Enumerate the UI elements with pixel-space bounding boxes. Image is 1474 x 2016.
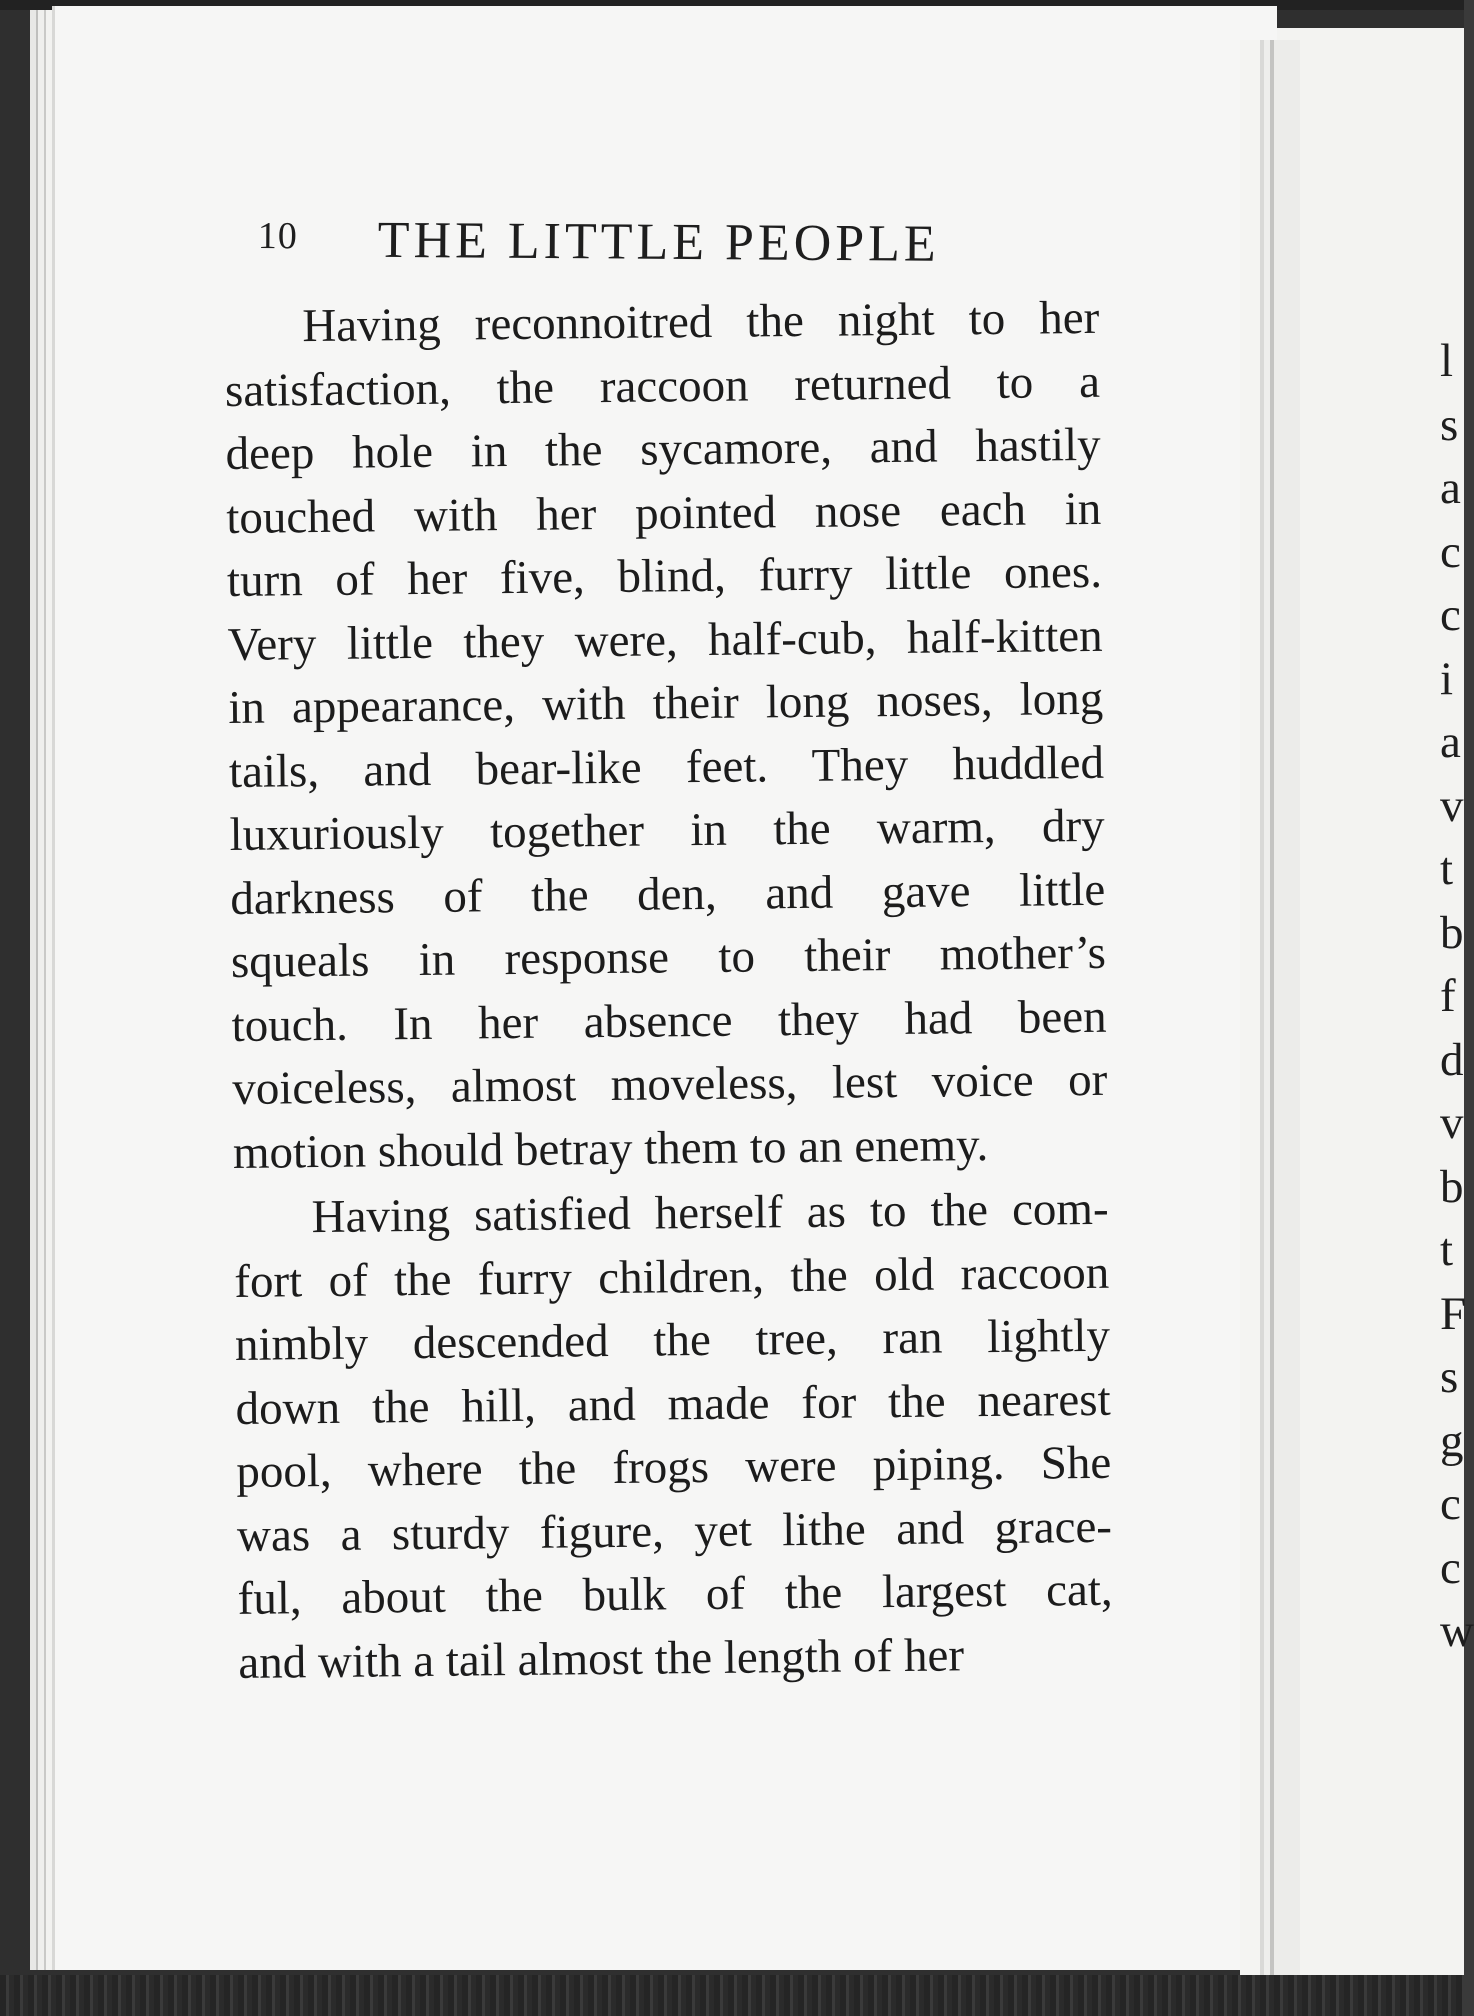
facing-page-text-fragments: [1440, 330, 1474, 1664]
fragment-char: a: [1440, 462, 1461, 514]
text-line: pool, where the frogs were piping. She: [236, 1436, 1112, 1498]
text-line: Having satisfied herself as to the com-: [311, 1182, 1109, 1244]
fragment-char: v: [1440, 1097, 1464, 1149]
text-line: fort of the furry children, the old raccoon: [234, 1246, 1110, 1308]
text-line: satisfaction, the raccoon returned to a: [224, 355, 1101, 417]
text-line: and with a tail almost the length of her: [238, 1628, 965, 1689]
fragment-char: d: [1440, 1033, 1464, 1086]
fragment-char: c: [1440, 1478, 1461, 1530]
text-line: touched with her pointed nose each in: [226, 482, 1102, 544]
text-line: squeals in response to their mother’s: [230, 926, 1107, 988]
fragment-char: i: [1440, 652, 1454, 705]
text-line: in appearance, with their long noses, long: [228, 672, 1104, 734]
body-text: [224, 287, 1114, 1695]
fragment-char: c: [1440, 1541, 1461, 1594]
fragment-char: s: [1440, 1351, 1459, 1403]
text-line: luxuriously together in the warm, dry: [229, 799, 1105, 861]
scan-border-bottom: [0, 1975, 1464, 2016]
fragment-char: s: [1440, 398, 1459, 451]
text-line: turn of her five, blind, furry little ones.: [226, 545, 1103, 607]
text-line: Having reconnoitred the night to her: [302, 291, 1100, 353]
fragment-char: a: [1440, 716, 1461, 768]
page-edge-left: [30, 10, 54, 1970]
right-page: [1277, 28, 1464, 1978]
fragment-char: b: [1440, 1160, 1464, 1213]
text-line: darkness of the den, and gave little: [230, 863, 1106, 925]
paragraph: [233, 1178, 1113, 1695]
text-line: motion should betray them to an enemy.: [232, 1118, 989, 1179]
fragment-char: t: [1440, 843, 1454, 895]
fragment-char: f: [1440, 970, 1456, 1022]
fragment-char: c: [1440, 525, 1461, 578]
book-gutter: [1240, 40, 1300, 1975]
fragment-char: t: [1440, 1224, 1454, 1276]
fragment-char: v: [1440, 779, 1464, 832]
fragment-char: w: [1440, 1605, 1474, 1657]
paragraph: [224, 287, 1108, 1185]
text-line: touch. In her absence they had been: [231, 990, 1107, 1052]
text-line: nimbly descended the tree, ran lightly: [234, 1309, 1111, 1371]
book-title: THE LITTLE PEOPLE: [377, 211, 940, 273]
page-number: 10: [257, 214, 298, 258]
fragment-char: b: [1440, 906, 1464, 959]
fragment-char: F: [1440, 1287, 1467, 1340]
text-line: down the hill, and made for the nearest: [235, 1373, 1111, 1435]
fragment-char: c: [1440, 589, 1461, 641]
text-line: tails, and bear-like feet. They huddled: [228, 736, 1105, 798]
text-line: voiceless, almost moveless, lest voice or: [232, 1053, 1108, 1115]
fragment-char: g: [1440, 1414, 1464, 1467]
fragment-char: l: [1440, 335, 1454, 387]
text-line: ful, about the bulk of the largest cat,: [237, 1563, 1113, 1625]
text-line: deep hole in the sycamore, and hastily: [225, 418, 1101, 480]
text-line: was a sturdy figure, yet lithe and grace-: [236, 1500, 1113, 1562]
text-line: Very little they were, half-cub, half-kitten: [227, 609, 1103, 671]
